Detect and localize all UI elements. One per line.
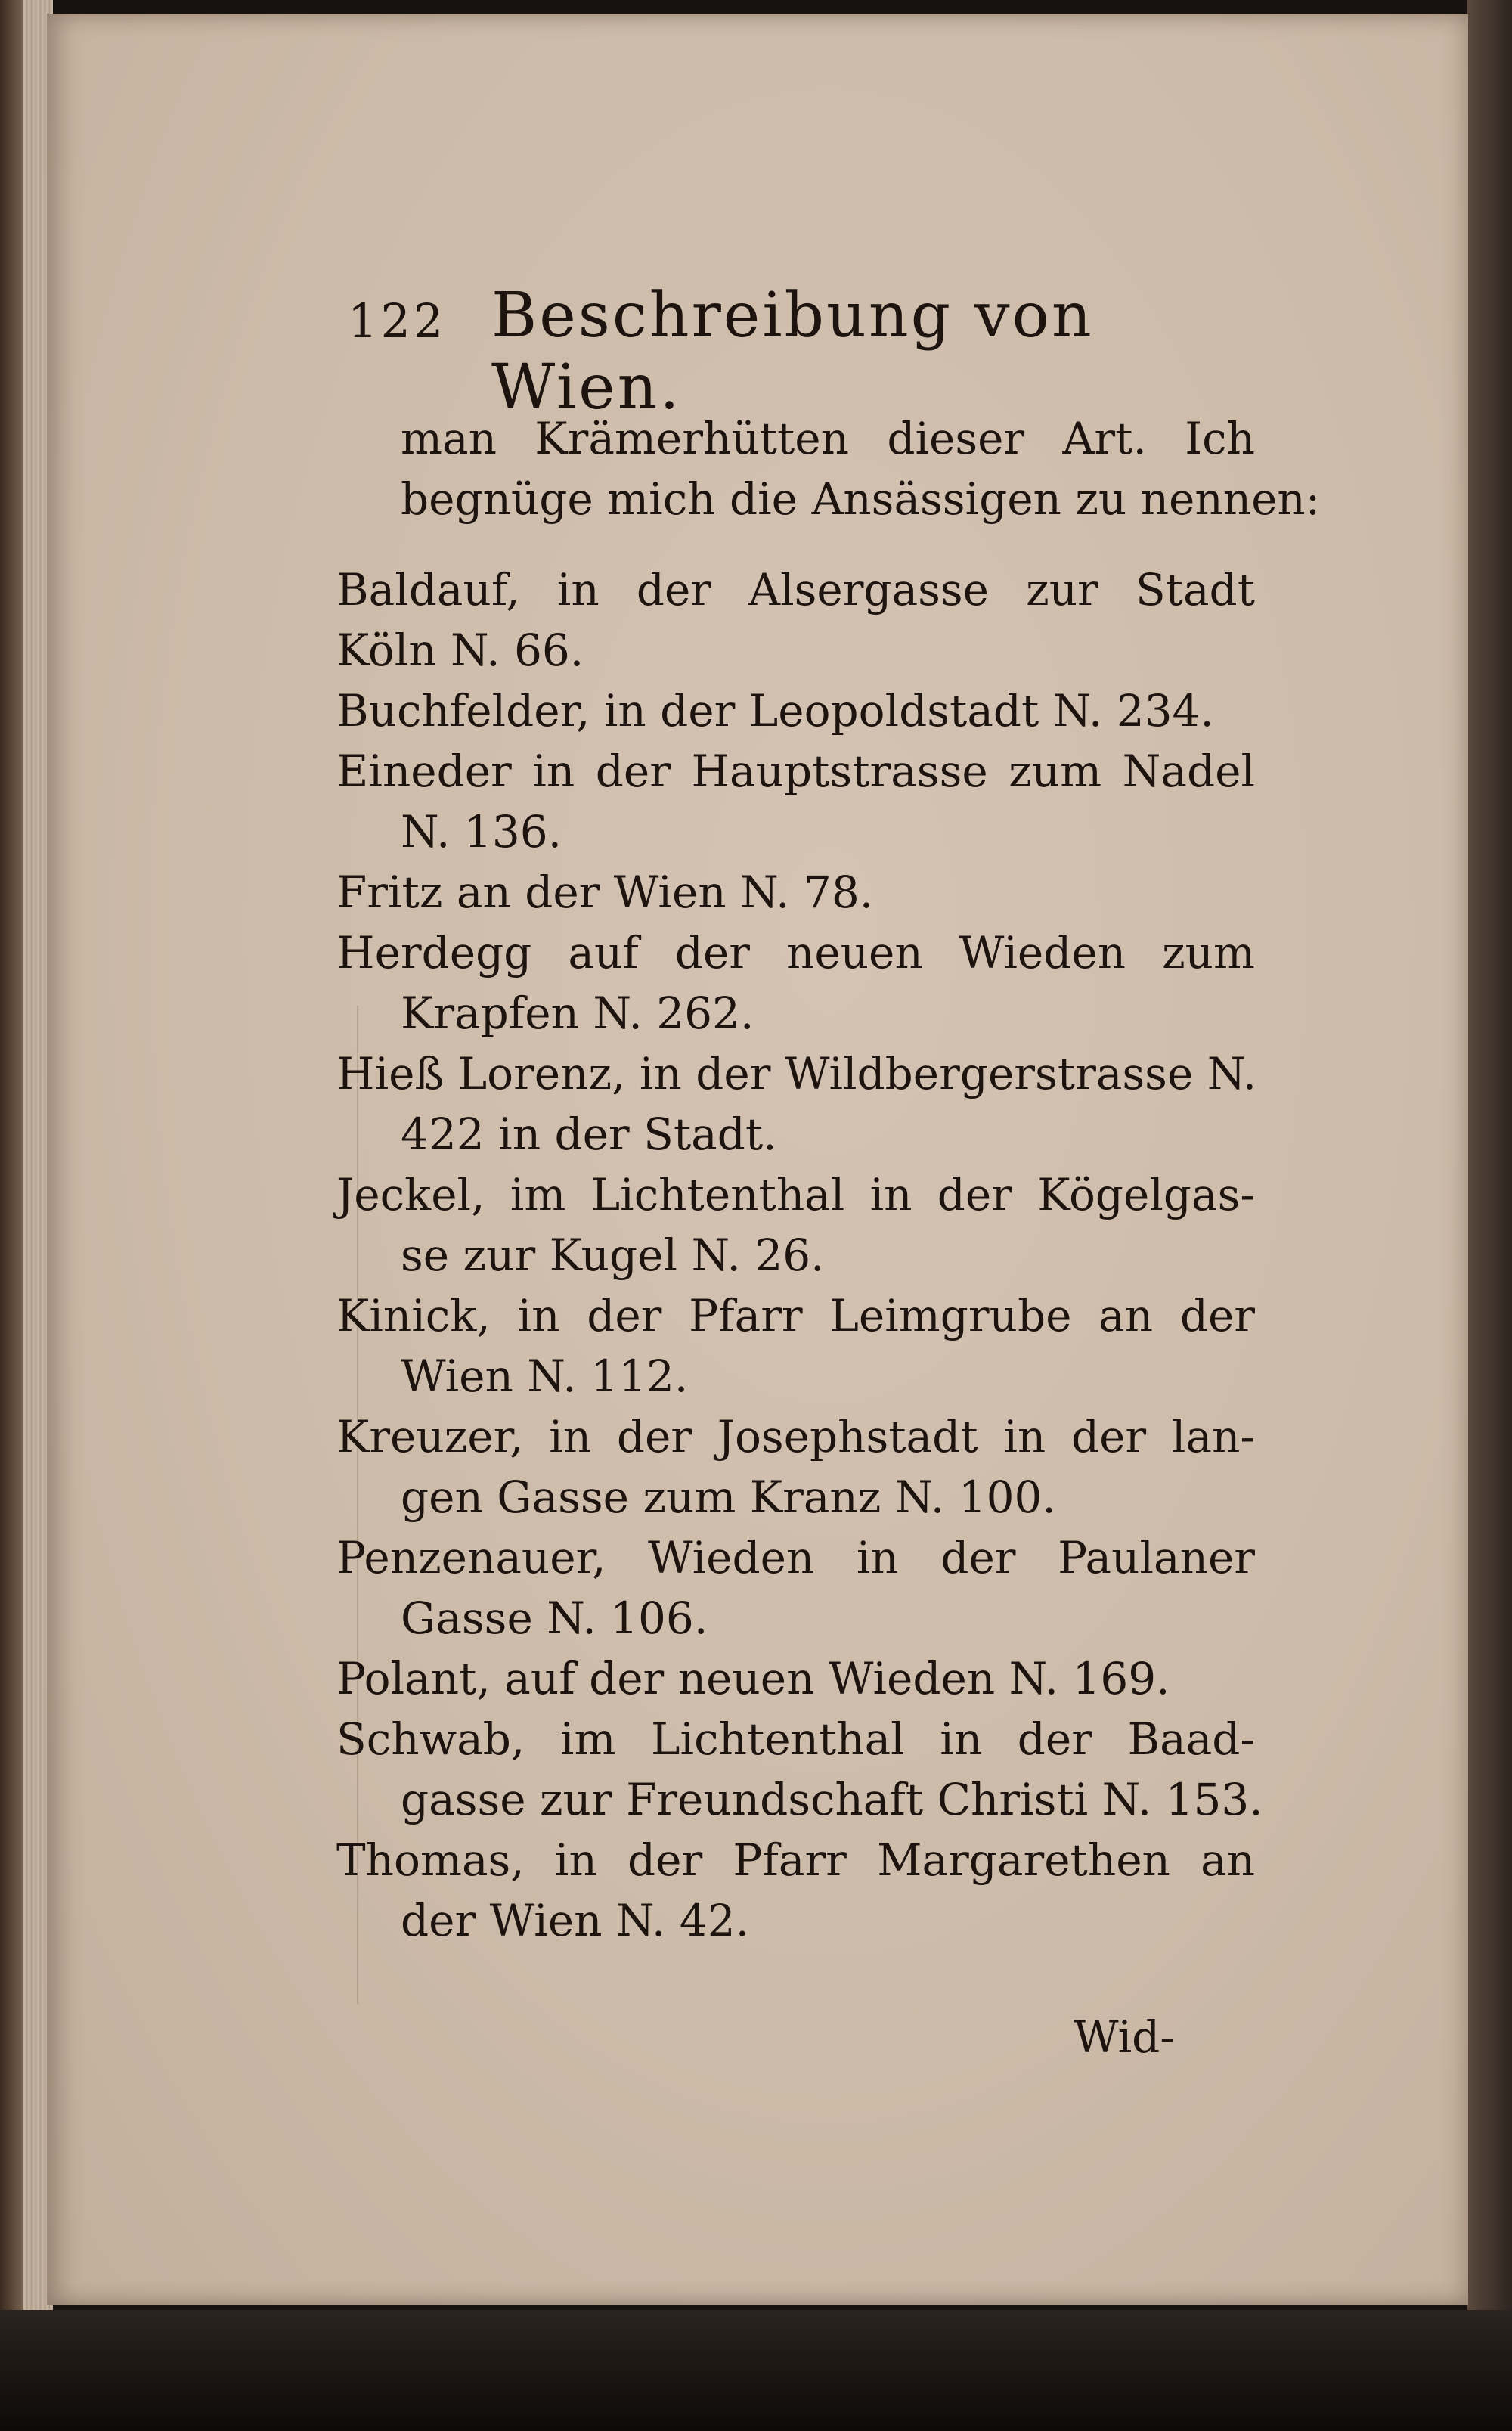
running-title: Beschreibung von Wien. — [491, 280, 1094, 423]
entry-kreuzer-line-1: Kreuzer, in der Josephstadt in der lan- — [336, 1411, 1255, 1462]
entry-eineder-line-2: N. 136. — [401, 806, 562, 857]
bottom-shadow — [0, 2310, 1512, 2431]
text-line-intro-2: begnüge mich die Ansässigen zu nennen: — [401, 473, 1321, 525]
entry-penzenauer-line-2: Gasse N. 106. — [401, 1592, 708, 1644]
entry-schwab-line-2: gasse zur Freundschaft Christi N. 153. — [401, 1774, 1263, 1825]
entry-thomas-line-1: Thomas, in der Pfarr Margarethen an — [336, 1834, 1255, 1886]
catchword: Wid- — [1074, 2011, 1175, 2063]
entry-hiess-line-2: 422 in der Stadt. — [401, 1109, 777, 1160]
entry-fritz-line-1: Fritz an der Wien N. 78. — [336, 867, 874, 918]
entry-kinick-line-2: Wien N. 112. — [401, 1350, 689, 1402]
entry-eineder-line-1: Eineder in der Hauptstrasse zum Nadel — [336, 746, 1255, 797]
paragraph-gap — [336, 529, 1255, 560]
entry-baldauf-line-2: Köln N. 66. — [336, 625, 584, 676]
entry-penzenauer-line-1: Penzenauer, Wieden in der Paulaner — [336, 1532, 1255, 1583]
entry-baldauf-line-1: Baldauf, in der Alsergasse zur Stadt — [336, 564, 1255, 616]
page-number: 122 — [348, 293, 447, 349]
entry-herdegg-line-2: Krapfen N. 262. — [401, 988, 754, 1039]
entry-jeckel-line-2: se zur Kugel N. 26. — [401, 1229, 825, 1281]
entry-thomas-line-2: der Wien N. 42. — [401, 1895, 750, 1946]
book-cover-right-edge — [1467, 0, 1512, 2431]
entry-schwab-line-1: Schwab, im Lichtenthal in der Baad- — [336, 1713, 1255, 1765]
entry-kreuzer-line-2: gen Gasse zum Kranz N. 100. — [401, 1471, 1056, 1523]
entry-kinick-line-1: Kinick, in der Pfarr Leimgrube an der — [336, 1290, 1255, 1341]
page-body — [336, 408, 1321, 1951]
text-line-intro-1: man Krämerhütten dieser Art. Ich — [401, 413, 1255, 464]
page-header — [348, 280, 1255, 423]
entry-polant-line-1: Polant, auf der neuen Wieden N. 169. — [336, 1653, 1170, 1704]
entry-hiess-line-1: Hieß Lorenz, in der Wildbergerstrasse N. — [336, 1048, 1257, 1099]
entry-herdegg-line-1: Herdegg auf der neuen Wieden zum — [336, 927, 1255, 978]
entry-buchfelder-line-1: Buchfelder, in der Leopoldstadt N. 234. — [336, 685, 1214, 736]
entry-jeckel-line-1: Jeckel, im Lichtenthal in der Kögelgas- — [336, 1169, 1255, 1220]
